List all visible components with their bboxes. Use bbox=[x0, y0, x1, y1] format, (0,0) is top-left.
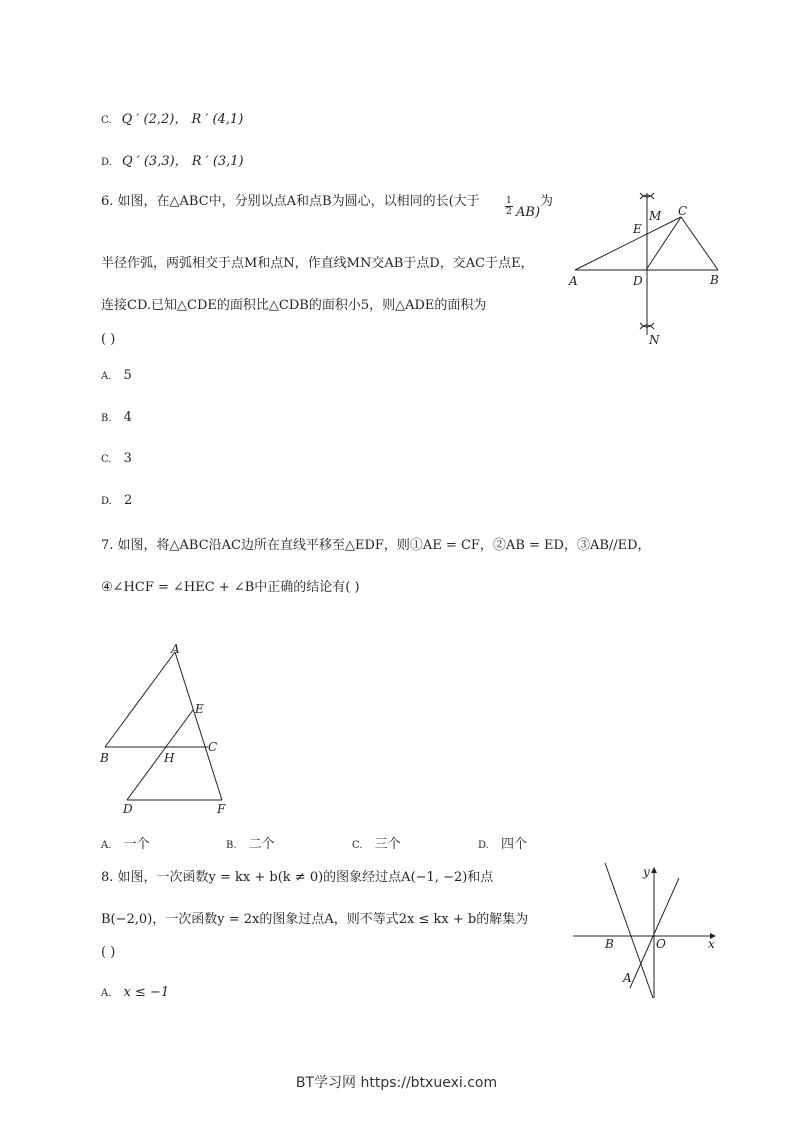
option-value: 二个 bbox=[248, 837, 275, 852]
label-a: A bbox=[623, 971, 632, 985]
label-b: B bbox=[605, 937, 614, 951]
q6-option-d bbox=[101, 493, 132, 508]
option-value: x ≤ −1 bbox=[123, 985, 170, 1000]
label-e: E bbox=[633, 222, 642, 236]
label-o: O bbox=[656, 937, 666, 951]
q6-stem-line3: 连接CD.已知△CDE的面积比△CDB的面积小5，则△ADE的面积为 bbox=[101, 298, 487, 313]
option-value: 5 bbox=[123, 368, 132, 383]
option-value: 四个 bbox=[500, 837, 527, 852]
label-b: B bbox=[710, 273, 719, 287]
option-value: 4 bbox=[123, 410, 132, 425]
q7-figure bbox=[95, 640, 245, 820]
q8-option-a bbox=[101, 985, 169, 1000]
label-e: E bbox=[195, 702, 204, 716]
label-x: x bbox=[708, 937, 715, 951]
q7-option-c bbox=[352, 833, 401, 852]
q6-fraction-tail: AB) bbox=[516, 205, 541, 220]
label-b: B bbox=[100, 751, 109, 765]
q7-option-d bbox=[478, 833, 527, 852]
option-value: 三个 bbox=[374, 837, 401, 852]
q6-option-b bbox=[101, 410, 132, 425]
q6-answer-bracket: ( ) bbox=[101, 332, 116, 347]
q6-stem-line2: 半径作弧，两弧相交于点M和点N，作直线MN交AB于点D，交AC于点E， bbox=[101, 256, 534, 271]
segment-de bbox=[127, 710, 193, 800]
segment-af bbox=[175, 652, 222, 800]
label-n: N bbox=[649, 333, 660, 347]
q8-figure bbox=[565, 858, 730, 1003]
label-c: C bbox=[678, 204, 688, 218]
label-f: F bbox=[217, 802, 226, 816]
option-value: 一个 bbox=[123, 837, 150, 852]
q6-fraction bbox=[505, 196, 513, 217]
label-d: D bbox=[123, 802, 133, 816]
segment-ab bbox=[105, 652, 175, 747]
option-letter: A. bbox=[101, 840, 112, 851]
label-c: C bbox=[208, 740, 218, 754]
q8-stem-line1: 8. 如图，一次函数y = kx + b(k ≠ 0)的图象经过点A(−1, −2)和点 bbox=[101, 870, 494, 885]
segment-ac bbox=[575, 217, 681, 270]
label-h: H bbox=[164, 751, 175, 765]
q6-option-a bbox=[101, 368, 132, 383]
q6-option-c bbox=[101, 451, 132, 466]
q6-stem-line1 bbox=[101, 190, 480, 209]
q7-stem-line1: 7. 如图，将△ABC沿AC边所在直线平移至△EDF，则①AE = CF，②AB = ED，③AB//ED， bbox=[101, 538, 651, 553]
segment-cd bbox=[646, 217, 681, 270]
q7-stem-line2: ④∠HCF = ∠HEC + ∠B中正确的结论有( ) bbox=[101, 580, 360, 595]
q7-option-b bbox=[226, 833, 275, 852]
option-letter: D. bbox=[101, 496, 112, 507]
option-value: 2 bbox=[123, 493, 133, 508]
option-letter: A. bbox=[101, 988, 112, 999]
option-text: Q ′ (2,2)， R ′ (4,1) bbox=[121, 112, 244, 127]
q8-answer-bracket: ( ) bbox=[101, 945, 116, 960]
q7-option-a bbox=[101, 833, 150, 852]
footer-watermark: BT学习网 https://btxuexi.com bbox=[295, 1075, 498, 1091]
q8-stem-line2: B(−2,0)，一次函数y = 2x的图象过点A，则不等式2x ≤ kx + b的解集为 bbox=[101, 912, 529, 927]
option-letter: A. bbox=[101, 371, 112, 382]
label-y: y bbox=[643, 865, 650, 879]
q6-line1-end: 为 bbox=[540, 194, 554, 209]
option-letter: C. bbox=[352, 840, 363, 851]
option-letter: D. bbox=[101, 157, 112, 168]
fraction-denominator: 2 bbox=[506, 207, 512, 217]
option-letter: D. bbox=[478, 840, 489, 851]
fraction-numerator: 1 bbox=[506, 196, 512, 206]
question-text: 6. 如图，在△ABC中，分别以点A和点B为圆心，以相同的长(大于 bbox=[101, 194, 480, 209]
q5-option-d bbox=[101, 150, 244, 169]
option-letter: B. bbox=[101, 413, 112, 424]
label-m: M bbox=[649, 209, 662, 223]
label-a: A bbox=[171, 642, 180, 656]
label-a: A bbox=[569, 274, 578, 288]
segment-bc bbox=[681, 217, 718, 270]
option-value: 3 bbox=[123, 451, 132, 466]
q5-option-c bbox=[101, 108, 243, 127]
label-d: D bbox=[633, 274, 643, 288]
option-letter: B. bbox=[226, 840, 237, 851]
option-letter: C. bbox=[101, 454, 112, 465]
q6-figure bbox=[560, 185, 735, 350]
option-letter: C. bbox=[101, 115, 112, 126]
option-text: Q ′ (3,3)， R ′ (3,1) bbox=[121, 154, 244, 169]
